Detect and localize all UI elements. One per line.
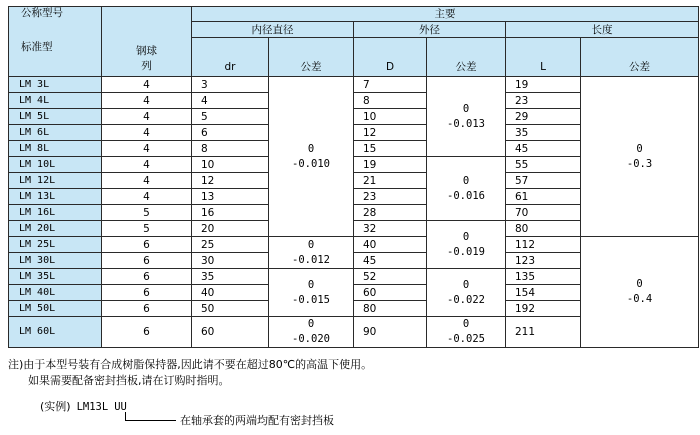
L-cell: 80 [506,221,581,237]
dr-tolerance-lower: -0.012 [292,253,330,266]
D-tolerance-lower: -0.016 [447,189,485,202]
L-cell: 55 [506,157,581,173]
dr-tolerance-cell [269,269,354,317]
D-cell: 12 [354,125,427,141]
L-cell: 61 [506,189,581,205]
D-cell: 28 [354,205,427,221]
model-cell: LM 20L [9,221,102,237]
L-cell: 45 [506,141,581,157]
dr-tolerance-lower: -0.010 [292,157,330,170]
D-tolerance-cell [427,221,506,269]
L-cell: 135 [506,269,581,285]
L-tolerance-lower: -0.3 [626,157,653,170]
dr-tolerance-cell [269,237,354,269]
callout-line [125,412,176,421]
example [40,398,127,414]
model-cell: LM 8L [9,141,102,157]
D-cell: 15 [354,141,427,157]
dr-tolerance-upper: 0 [307,142,315,155]
spec-table [8,6,699,348]
balls-cell: 6 [102,301,192,317]
D-tolerance-cell [427,77,506,157]
balls-cell: 4 [102,141,192,157]
balls-cell: 4 [102,77,192,93]
model-cell: LM 6L [9,125,102,141]
dr-cell: 8 [192,141,269,157]
L-cell: 123 [506,253,581,269]
D-tolerance-cell [427,157,506,221]
model-cell: LM 50L [9,301,102,317]
balls-cell: 4 [102,125,192,141]
dr-tolerance-upper: 0 [307,238,315,251]
dr-cell: 3 [192,77,269,93]
model-header-top: 公称型号 [21,7,63,19]
note-2: 如果需要配备密封挡板,请在订购时指明。 [28,374,230,387]
model-cell: LM 35L [9,269,102,285]
L-tolerance-cell [581,77,699,237]
balls-cell: 5 [102,205,192,221]
D-tolerance-header: 公差 [427,38,506,77]
dr-tolerance-cell [269,317,354,348]
example-suffix: UU [114,401,127,413]
D-cell: 60 [354,285,427,301]
D-cell: 45 [354,253,427,269]
dr-tolerance-lower: -0.015 [292,293,330,306]
dr-cell: 20 [192,221,269,237]
balls-row-header-label: 钢球 列 [136,45,157,72]
D-cell: 10 [354,109,427,125]
D-tolerance-cell [427,317,506,348]
dr-cell: 6 [192,125,269,141]
balls-cell: 6 [102,269,192,285]
dr-tolerance-header: 公差 [269,38,354,77]
L-tolerance-upper: 0 [636,142,643,155]
D-tolerance-lower: -0.013 [447,117,485,130]
L-cell: 112 [506,237,581,253]
L-cell: 23 [506,93,581,109]
dr-tolerance-lower: -0.020 [292,333,330,345]
balls-cell: 6 [102,285,192,301]
D-tolerance-upper: 0 [462,318,470,330]
D-tolerance-upper: 0 [462,230,470,243]
inner-diameter-header: 内径直径 [192,22,354,38]
dr-cell: 13 [192,189,269,205]
L-tolerance-lower: -0.4 [626,293,653,305]
model-cell: LM 12L [9,173,102,189]
D-tolerance-upper: 0 [462,174,470,187]
dr-cell: 16 [192,205,269,221]
D-cell: 90 [354,317,427,348]
model-cell: LM 4L [9,93,102,109]
dr-cell: 60 [192,317,269,348]
D-tolerance-cell [427,269,506,317]
balls-cell: 6 [102,237,192,253]
outer-diameter-header: 外径 [354,22,506,38]
table-row [9,77,699,93]
L-tolerance-upper: 0 [636,278,643,290]
dr-cell: 5 [192,109,269,125]
dr-cell: 10 [192,157,269,173]
L-cell: 192 [506,301,581,317]
dr-cell: 35 [192,269,269,285]
dr-cell: 12 [192,173,269,189]
model-cell: LM 25L [9,237,102,253]
model-cell: LM 40L [9,285,102,301]
model-cell: LM 30L [9,253,102,269]
balls-cell: 6 [102,253,192,269]
model-header-bottom: 标准型 [21,41,53,53]
balls-cell: 4 [102,93,192,109]
model-cell: LM 16L [9,205,102,221]
balls-cell: 4 [102,157,192,173]
note-1: 注)由于本型号装有合成树脂保持器,因此请不要在超过80℃的高温下使用。 [8,358,373,371]
table-row [9,237,699,253]
dr-tolerance-cell [269,77,354,237]
L-tolerance-cell [581,237,699,348]
L-tolerance-header: 公差 [581,38,699,77]
model-cell: LM 3L [9,77,102,93]
dr-cell: 50 [192,301,269,317]
balls-cell: 5 [102,221,192,237]
L-cell: 154 [506,285,581,301]
D-cell: 23 [354,189,427,205]
balls-cell: 6 [102,317,192,348]
main-dimensions-header: 主要 [192,7,699,22]
D-cell: 19 [354,157,427,173]
notes [8,357,372,389]
D-cell: 40 [354,237,427,253]
balls-cell: 4 [102,173,192,189]
model-header [9,7,102,77]
L-cell: 29 [506,109,581,125]
D-cell: 52 [354,269,427,285]
dr-header: dr [192,38,269,77]
model-cell: LM 13L [9,189,102,205]
balls-row-header [102,7,192,77]
length-header: 长度 [506,22,699,38]
D-cell: 21 [354,173,427,189]
D-tolerance-lower: -0.019 [447,245,485,258]
D-cell: 80 [354,301,427,317]
L-cell: 70 [506,205,581,221]
L-header: L [506,38,581,77]
dr-tolerance-upper: 0 [307,318,315,330]
example-label: (实例) [40,400,71,413]
L-cell: 57 [506,173,581,189]
D-tolerance-upper: 0 [462,278,470,291]
D-header: D [354,38,427,77]
balls-cell: 4 [102,189,192,205]
callout-text: 在轴承套的两端均配有密封挡板 [180,414,334,427]
D-tolerance-lower: -0.025 [447,333,485,345]
dr-cell: 4 [192,93,269,109]
D-cell: 32 [354,221,427,237]
L-cell: 35 [506,125,581,141]
D-cell: 7 [354,77,427,93]
dr-cell: 30 [192,253,269,269]
dr-cell: 40 [192,285,269,301]
D-tolerance-upper: 0 [462,102,470,115]
D-cell: 8 [354,93,427,109]
dr-cell: 25 [192,237,269,253]
L-cell: 211 [506,317,581,348]
model-cell: LM 60L [9,317,102,348]
balls-cell: 4 [102,109,192,125]
dr-tolerance-upper: 0 [307,278,315,291]
model-cell: LM 5L [9,109,102,125]
model-cell: LM 10L [9,157,102,173]
L-cell: 19 [506,77,581,93]
D-tolerance-lower: -0.022 [447,293,485,306]
example-code: LM13L [76,401,109,413]
